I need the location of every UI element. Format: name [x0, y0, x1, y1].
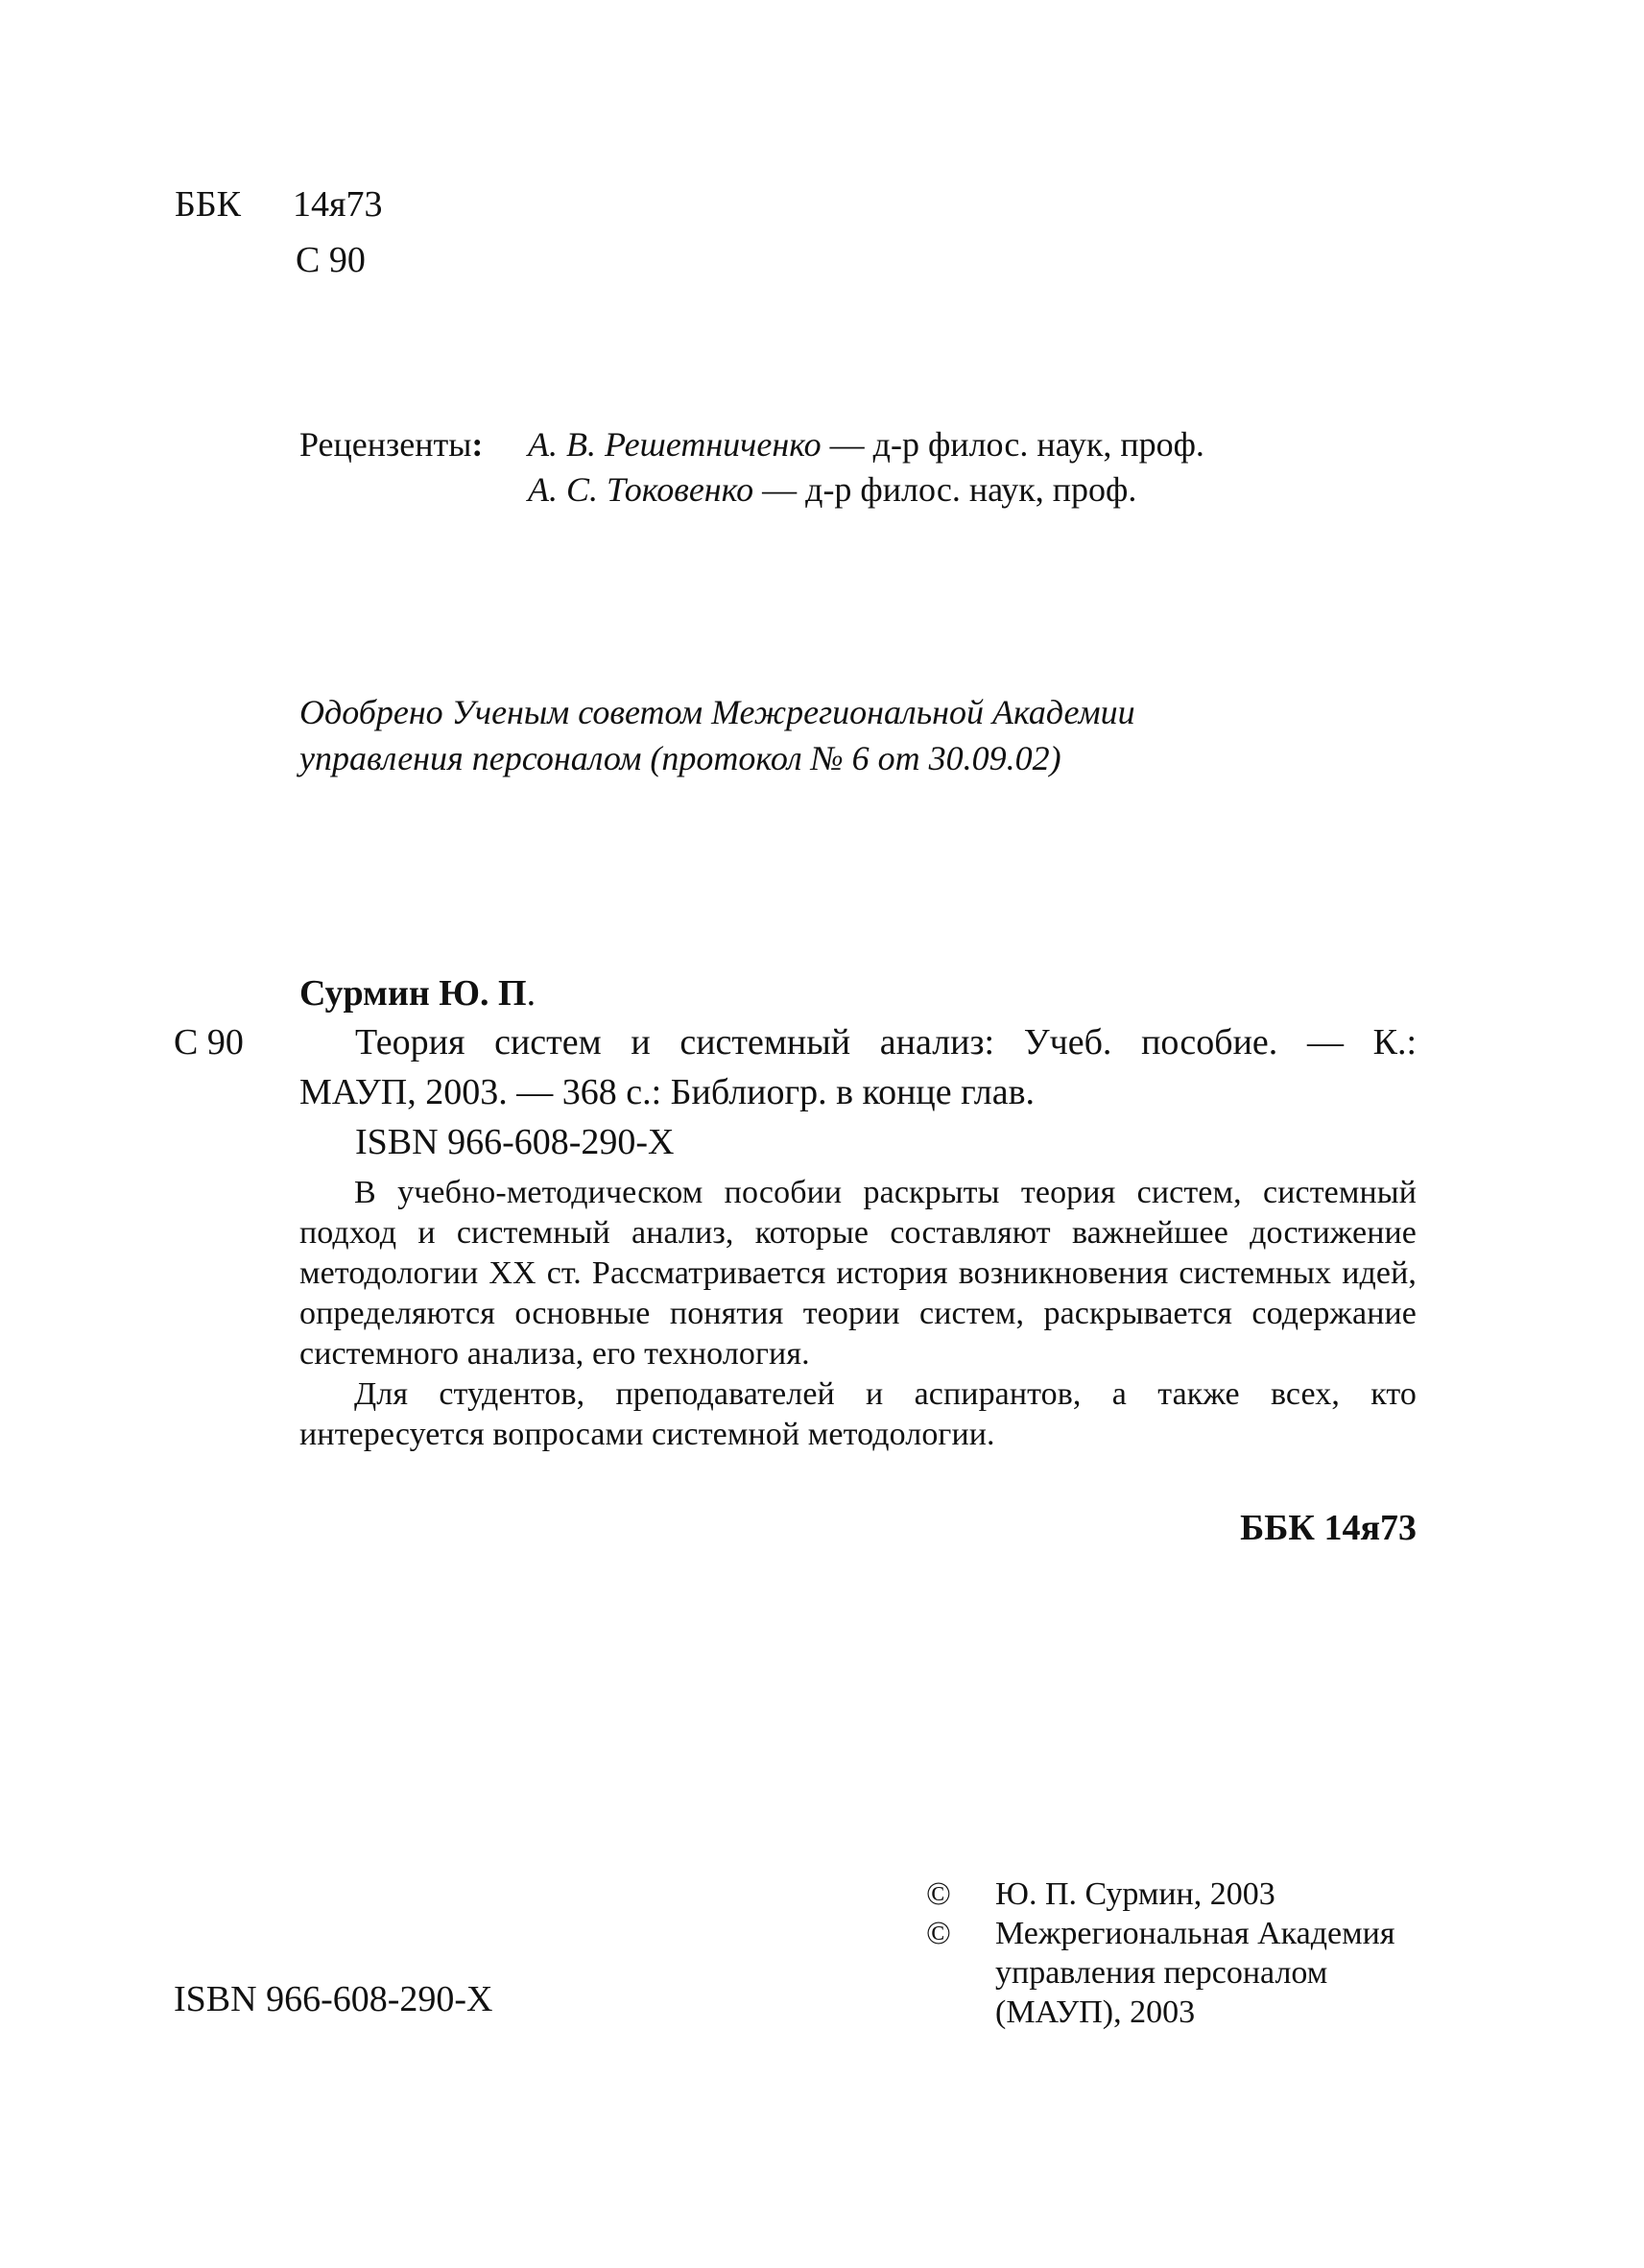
card-mark: С 90: [174, 1022, 244, 1062]
reviewers-label: Рецензенты: [299, 425, 472, 464]
bbk-label: ББК: [175, 184, 241, 225]
copyright-symbol-1: ©: [926, 1876, 951, 1912]
card-author-name: Сурмин Ю. П: [299, 973, 527, 1014]
annotation-paragraph-2: Для студентов, преподавателей и аспирантов, а также всех, кто интересуется вопросами системной методологии.: [299, 1376, 1417, 1452]
copyright-2-line-1: Межрегиональная Академия: [995, 1916, 1395, 1951]
copyright-symbol-2: ©: [926, 1916, 951, 1951]
approval-line-1: Одобрено Ученым советом Межрегиональной Академии: [299, 693, 1135, 731]
copyright-1: Ю. П. Сурмин, 2003: [995, 1876, 1275, 1912]
footer-isbn: ISBN 966-608-290-X: [174, 1979, 493, 2019]
reviewers-label-line: [299, 421, 483, 467]
card-title-line-1: Теория систем и системный анализ: Учеб. пособие. — К.:: [355, 1022, 1417, 1062]
reviewers-colon: :: [471, 425, 484, 464]
reviewer-2-name: А. С. Токовенко: [528, 470, 754, 509]
card-bbk-bottom: ББК 14я73: [1240, 1508, 1417, 1548]
bbk-code: 14я73: [293, 184, 383, 225]
reviewer-2-title: — д-р филос. наук, проф.: [762, 470, 1137, 509]
card-author-dot: .: [526, 973, 536, 1014]
reviewer-1: [528, 421, 1204, 467]
reviewer-2: [528, 466, 1136, 513]
copyright-2-line-2: управления персоналом: [995, 1955, 1328, 1991]
card-isbn: ISBN 966-608-290-X: [355, 1122, 675, 1162]
approval-line-2: управления персоналом (протокол № 6 от 30.09.02): [299, 739, 1061, 777]
copyright-2-line-3: (МАУП), 2003: [995, 1994, 1196, 2030]
annotation-paragraph-1: В учебно-методическом пособии раскрыты теория систем, системный подход и системный анализ, которые составляют важнейшее достижение методологии XX ст. Рассматривается история возникновения системных идей, определяются основные понятия теории систем, раскрывается содержание системного анализа, его технология.: [299, 1175, 1417, 1372]
reviewer-1-name: А. В. Решетниченко: [528, 425, 822, 464]
card-author: [299, 969, 536, 1017]
card-annotation: [299, 1173, 1417, 1455]
author-mark: С 90: [296, 240, 366, 280]
reviewer-1-title: — д-р филос. наук, проф.: [829, 425, 1204, 464]
card-title-line-2: МАУП, 2003. — 368 с.: Библиогр. в конце глав.: [299, 1072, 1036, 1112]
